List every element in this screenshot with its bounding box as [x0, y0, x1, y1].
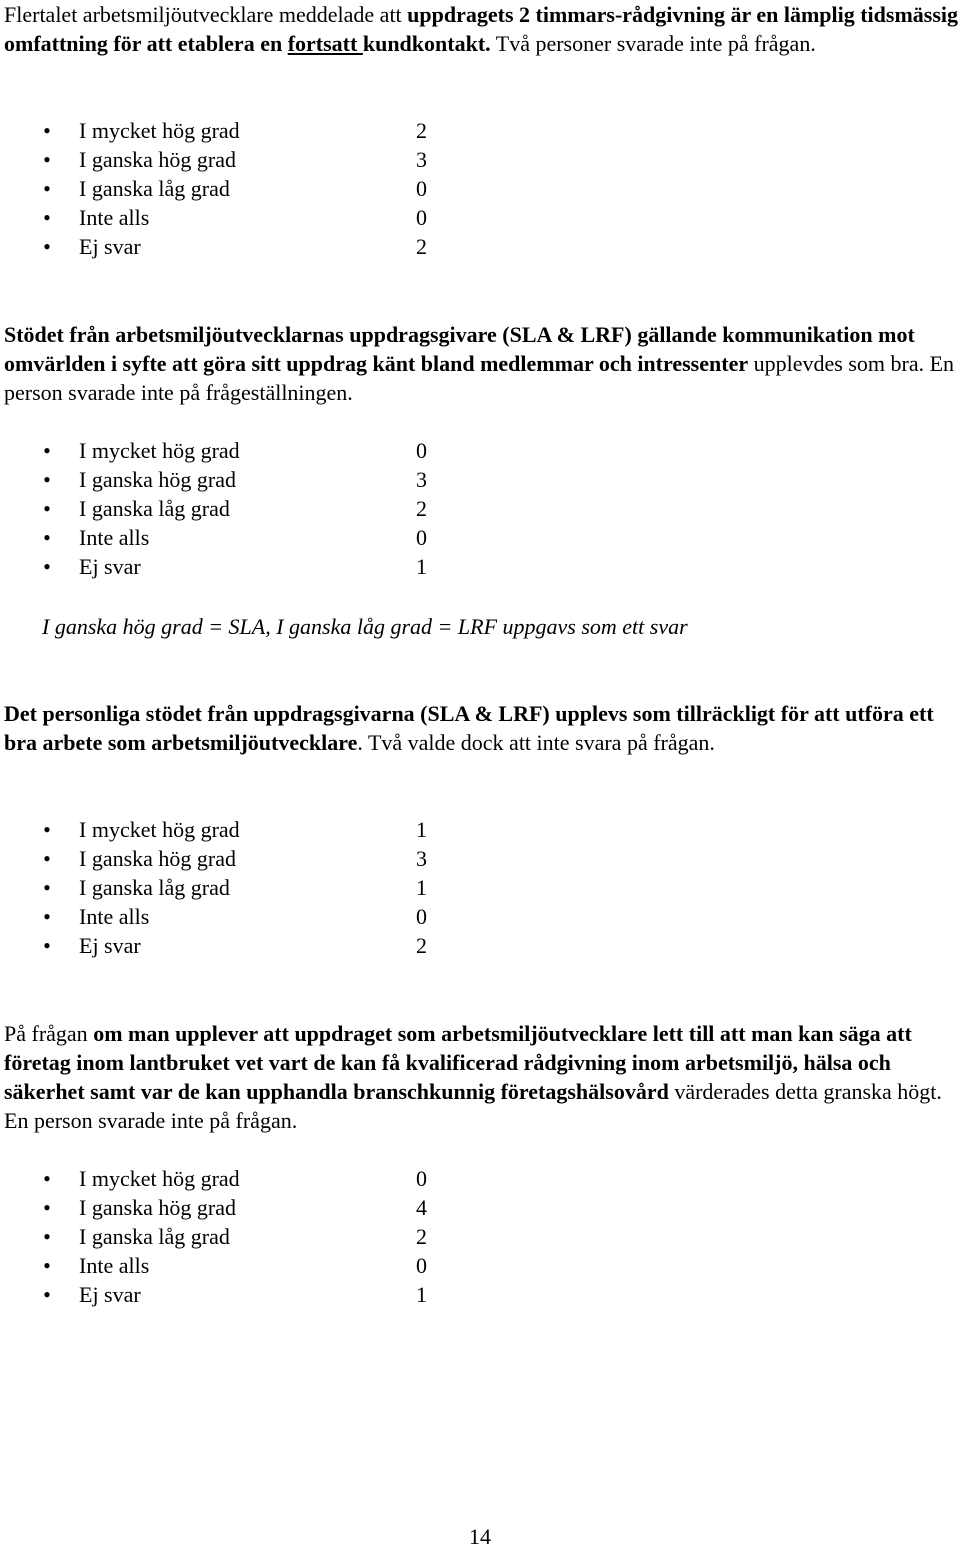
list-item — [0, 1280, 960, 1309]
answer-label: I mycket hög grad — [79, 118, 240, 143]
list-item — [0, 1222, 960, 1251]
answer-label: Ej svar — [79, 234, 141, 259]
answer-label: Inte alls — [79, 525, 150, 550]
answer-count: 0 — [416, 205, 427, 230]
answer-count: 3 — [416, 147, 427, 172]
answer-count: 0 — [416, 1166, 427, 1191]
list-item — [0, 436, 960, 465]
bullet-icon: • — [43, 1166, 51, 1191]
section-2-note: I ganska hög grad = SLA, I ganska låg grad = LRF uppgavs som ett svar — [42, 614, 688, 639]
answer-count: 3 — [416, 846, 427, 871]
answer-count: 2 — [416, 933, 427, 958]
section-3-paragraph — [4, 699, 960, 757]
answer-label: Inte alls — [79, 904, 150, 929]
answer-count: 1 — [416, 817, 427, 842]
list-item — [0, 174, 960, 203]
text-run: kundkontakt. — [362, 31, 491, 56]
section-3-answer-list — [0, 815, 960, 960]
bullet-icon: • — [43, 438, 51, 463]
bullet-icon: • — [43, 176, 51, 201]
text-run: om man upplever att uppdraget som arbetsmiljöutvecklare lett till att man kan säga att företag inom lantbruket vet vart de kan få kvalificerad rådgivning inom arbetsmiljö, hälsa och säkerhet samt var de kan upphandla branschkunnig företagshälsovård — [4, 1021, 912, 1104]
section-1-answer-list — [0, 116, 960, 261]
section-4-paragraph — [4, 1019, 960, 1135]
answer-count: 0 — [416, 438, 427, 463]
bullet-icon: • — [43, 904, 51, 929]
section-2-paragraph — [4, 320, 960, 407]
list-item — [0, 1251, 960, 1280]
answer-label: Inte alls — [79, 205, 150, 230]
bullet-icon: • — [43, 234, 51, 259]
answer-label: I ganska låg grad — [79, 496, 230, 521]
bullet-icon: • — [43, 147, 51, 172]
list-item — [0, 116, 960, 145]
answer-label: I ganska hög grad — [79, 467, 237, 492]
list-item — [0, 1164, 960, 1193]
answer-label: I mycket hög grad — [79, 438, 240, 463]
answer-count: 4 — [416, 1195, 427, 1220]
list-item — [0, 902, 960, 931]
answer-count: 2 — [416, 118, 427, 143]
bullet-icon: • — [43, 1282, 51, 1307]
text-run: Stödet från arbetsmiljöutvecklarnas uppdragsgivare (SLA & LRF) gällande kommunikation mot omvärlden i syfte att göra sitt uppdrag känt bland medlemmar och intressenter — [4, 322, 915, 376]
answer-count: 2 — [416, 1224, 427, 1249]
page-number: 14 — [469, 1524, 491, 1549]
bullet-icon: • — [43, 1224, 51, 1249]
answer-label: I mycket hög grad — [79, 817, 240, 842]
text-run: Två personer svarade inte på frågan. — [490, 31, 816, 56]
list-item — [0, 145, 960, 174]
answer-label: I ganska låg grad — [79, 176, 230, 201]
answer-label: Ej svar — [79, 554, 141, 579]
list-item — [0, 1193, 960, 1222]
answer-label: Inte alls — [79, 1253, 150, 1278]
list-item — [0, 844, 960, 873]
answer-count: 3 — [416, 467, 427, 492]
answer-count: 1 — [416, 875, 427, 900]
answer-count: 2 — [416, 496, 427, 521]
bullet-icon: • — [43, 496, 51, 521]
answer-label: Ej svar — [79, 1282, 141, 1307]
answer-count: 2 — [416, 234, 427, 259]
list-item — [0, 815, 960, 844]
text-run: Det personliga stödet från uppdragsgivarna (SLA & LRF) upplevs som tillräckligt för att utföra ett bra arbete som arbetsmiljöutvecklare — [4, 701, 934, 755]
bullet-icon: • — [43, 118, 51, 143]
bullet-icon: • — [43, 875, 51, 900]
list-item — [0, 494, 960, 523]
text-run: värderades detta granska högt. En person svarade inte på frågan. — [4, 1079, 942, 1133]
text-run: Flertalet arbetsmiljöutvecklare meddelade att — [4, 2, 408, 27]
text-run: På frågan — [4, 1021, 94, 1046]
answer-label: I ganska hög grad — [79, 846, 237, 871]
bullet-icon: • — [43, 1195, 51, 1220]
answer-count: 1 — [416, 1282, 427, 1307]
list-item — [0, 931, 960, 960]
bullet-icon: • — [43, 1253, 51, 1278]
list-item — [0, 873, 960, 902]
text-run: upplevdes som bra. En person svarade inte på frågeställningen. — [4, 351, 955, 405]
list-item — [0, 465, 960, 494]
answer-count: 0 — [416, 1253, 427, 1278]
text-run: uppdragets 2 timmars-rådgivning är en lämplig tidsmässig omfattning för att etablera en — [4, 2, 959, 56]
answer-label: Ej svar — [79, 933, 141, 958]
bullet-icon: • — [43, 817, 51, 842]
list-item — [0, 523, 960, 552]
answer-label: I ganska låg grad — [79, 1224, 230, 1249]
answer-count: 0 — [416, 904, 427, 929]
section-2-answer-list — [0, 436, 960, 581]
list-item — [0, 232, 960, 261]
bullet-icon: • — [43, 205, 51, 230]
text-run: . Två valde dock att inte svara på frågan. — [357, 730, 715, 755]
list-item — [0, 552, 960, 581]
bullet-icon: • — [43, 525, 51, 550]
answer-label: I ganska hög grad — [79, 1195, 237, 1220]
list-item — [0, 203, 960, 232]
answer-label: I ganska hög grad — [79, 147, 237, 172]
section-4-answer-list — [0, 1164, 960, 1309]
answer-label: I mycket hög grad — [79, 1166, 240, 1191]
answer-label: I ganska låg grad — [79, 875, 230, 900]
section-1-paragraph — [4, 0, 960, 58]
answer-count: 0 — [416, 525, 427, 550]
bullet-icon: • — [43, 467, 51, 492]
bullet-icon: • — [43, 846, 51, 871]
answer-count: 1 — [416, 554, 427, 579]
text-run: fortsatt — [287, 31, 363, 56]
answer-count: 0 — [416, 176, 427, 201]
bullet-icon: • — [43, 933, 51, 958]
bullet-icon: • — [43, 554, 51, 579]
